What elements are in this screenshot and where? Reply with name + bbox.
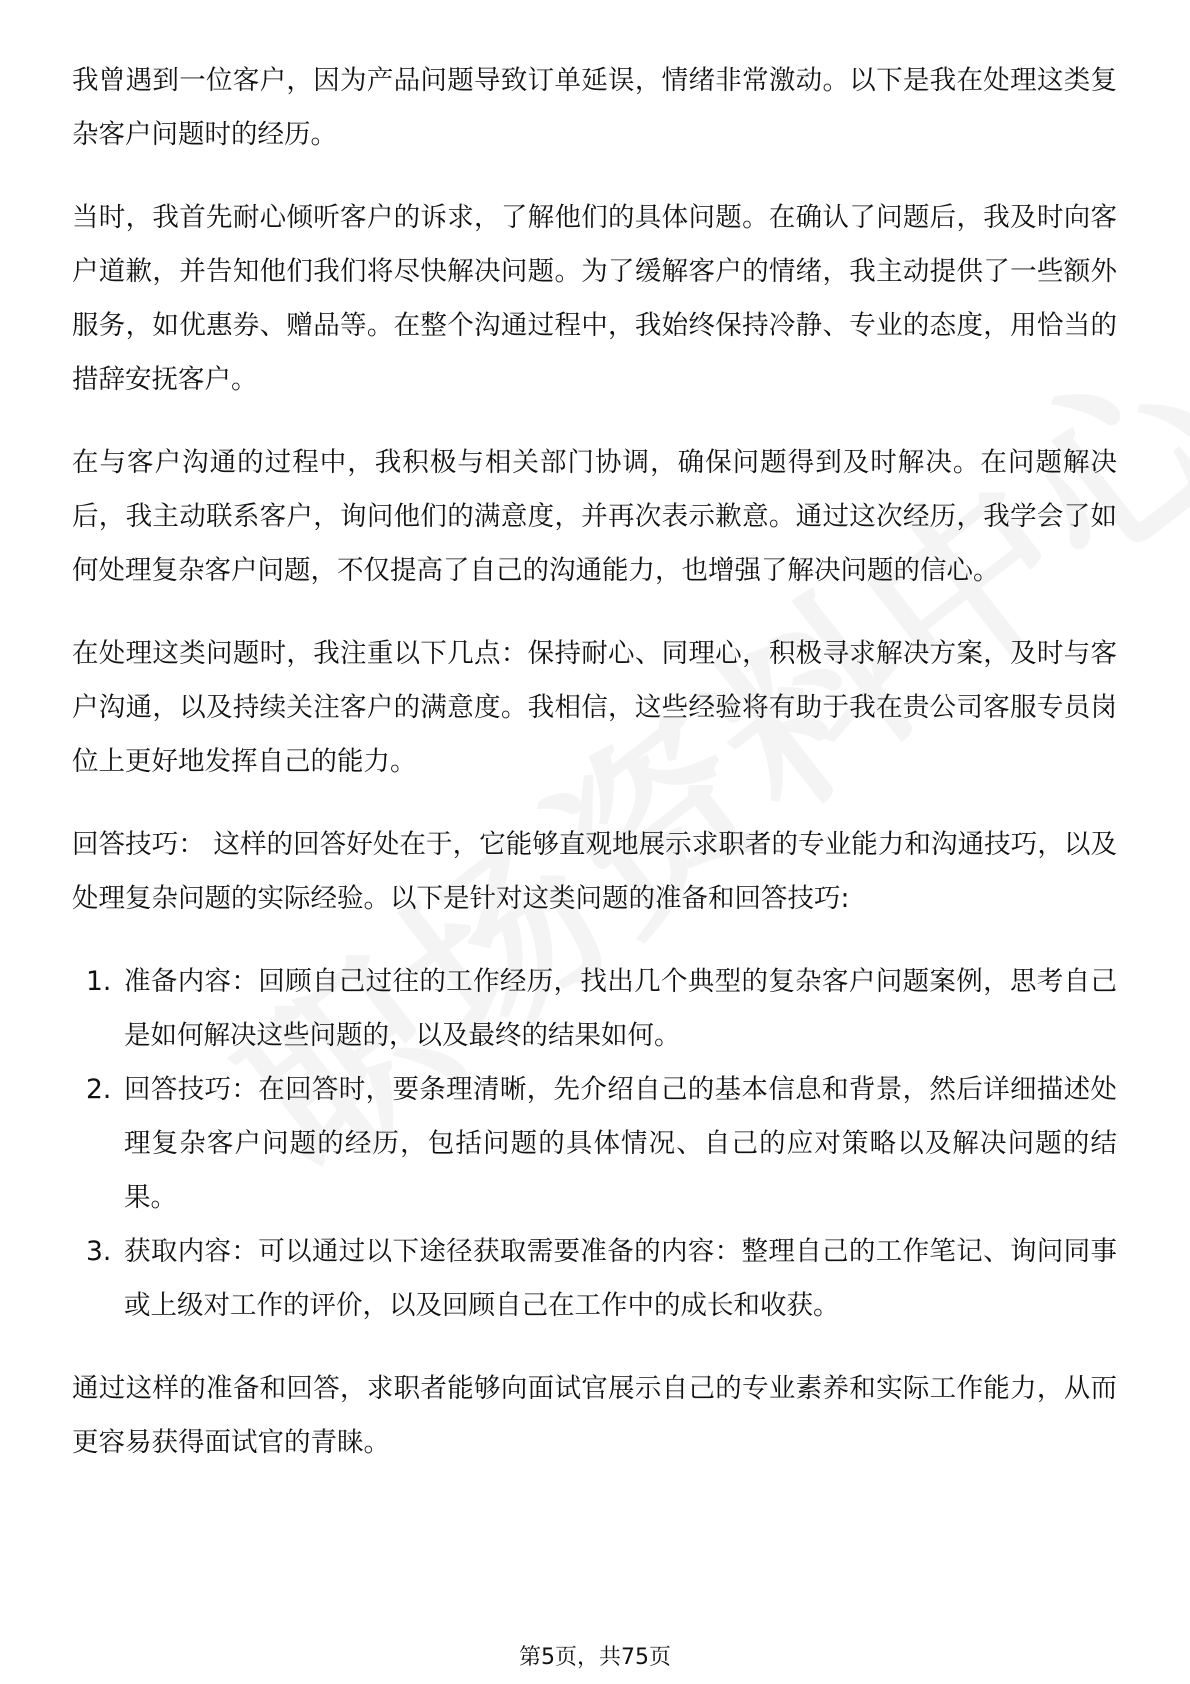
paragraph: 在与客户沟通的过程中，我积极与相关部门协调，确保问题得到及时解决。在问题解决后，我主动联系客户，询问他们的满意度，并再次表示歉意。通过这次经历，我学会了如何处理复杂客户问题，不仅提高了自己的沟通能力，也增强了解决问题的信心。 xyxy=(72,447,1117,586)
list-number: 1. xyxy=(86,966,112,997)
tips-list xyxy=(72,955,1117,1333)
paragraph: 在处理这类问题时，我注重以下几点：保持耐心、同理心，积极寻求解决方案，及时与客户沟通，以及持续关注客户的满意度。我相信，这些经验将有助于我在贵公司客服专员岗位上更好地发挥自己的能力。 xyxy=(72,638,1117,777)
paragraph: 我曾遇到一位客户，因为产品问题导致订单延误，情绪非常激动。以下是我在处理这类复杂客户问题时的经历。 xyxy=(72,65,1117,150)
list-item xyxy=(72,1063,1117,1225)
list-item-text: 准备内容：回顾自己过往的工作经历，找出几个典型的复杂客户问题案例，思考自己是如何解决这些问题的，以及最终的结果如何。 xyxy=(124,966,1117,1051)
answer-tips-intro: 回答技巧： 这样的回答好处在于，它能够直观地展示求职者的专业能力和沟通技巧，以及处理复杂问题的实际经验。以下是针对这类问题的准备和回答技巧: xyxy=(72,829,1117,914)
list-item-text: 获取内容：可以通过以下途径获取需要准备的内容：整理自己的工作笔记、询问同事或上级对工作的评价，以及回顾自己在工作中的成长和收获。 xyxy=(124,1236,1117,1321)
list-item-text: 回答技巧：在回答时，要条理清晰，先介绍自己的基本信息和背景，然后详细描述处理复杂客户问题的经历，包括问题的具体情况、自己的应对策略以及解决问题的结果。 xyxy=(124,1074,1117,1213)
document-body xyxy=(72,54,1117,1499)
page-footer: 第5页，共75页 xyxy=(519,1645,671,1670)
list-number: 2. xyxy=(86,1074,112,1105)
paragraph: 当时，我首先耐心倾听客户的诉求，了解他们的具体问题。在确认了问题后，我及时向客户道歉，并告知他们我们将尽快解决问题。为了缓解客户的情绪，我主动提供了一些额外服务，如优惠券、赠品等。在整个沟通过程中，我始终保持冷静、专业的态度，用恰当的措辞安抚客户。 xyxy=(72,202,1117,395)
list-item xyxy=(72,1225,1117,1333)
closing-paragraph: 通过这样的准备和回答，求职者能够向面试官展示自己的专业素养和实际工作能力，从而更容易获得面试官的青睐。 xyxy=(72,1373,1117,1458)
list-number: 3. xyxy=(86,1236,112,1267)
list-item xyxy=(72,955,1117,1063)
